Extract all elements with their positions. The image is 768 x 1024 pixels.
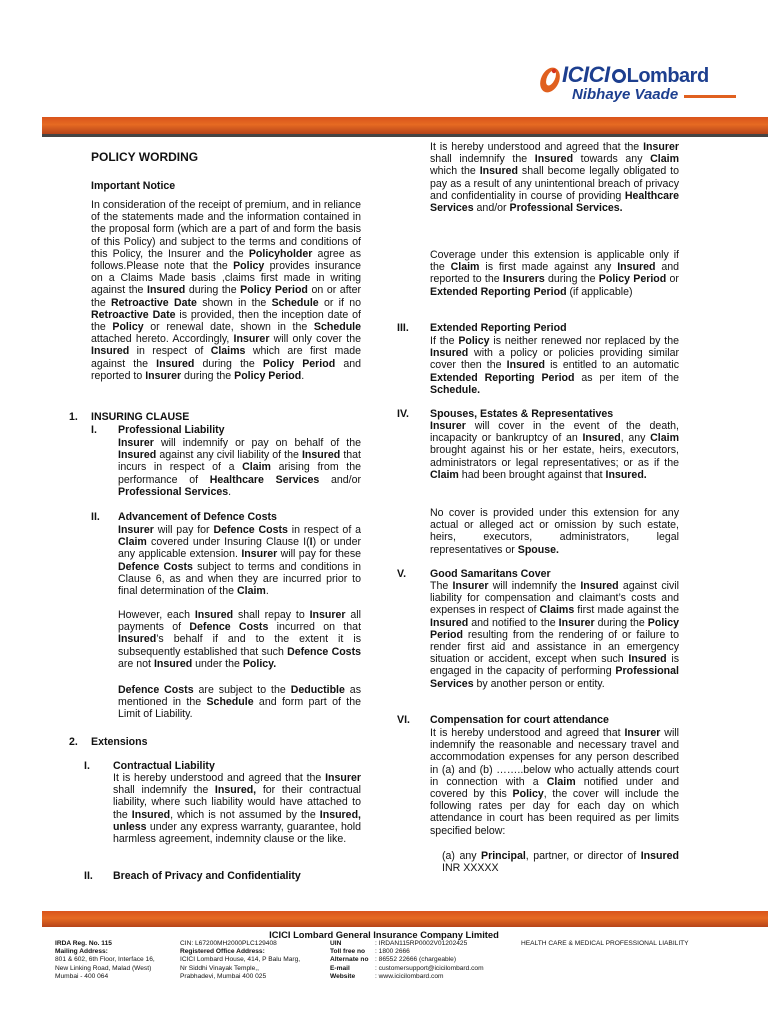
clause-1b-body-2: However, each Insured shall repay to Insurer all payments of Defence Costs incurred on that Insured’s behalf if and to the extent it is subsequently established that such Defence Costs are not Insured under the Policy. (118, 609, 362, 670)
logo-wordmark (562, 62, 709, 88)
clause-4-number: IV. (397, 408, 409, 420)
clause-3-number: III. (397, 322, 409, 334)
clause-1a-heading: Professional Liability (118, 424, 225, 436)
clause-1b-number: II. (91, 511, 100, 523)
clause-1a-body: Insurer will indemnify or pay on behalf of the Insured against any civil liability of the Insured that incurs in respect of a Claim arising from the performance of Healthcare Services and/or Professional Services. (118, 437, 361, 498)
logo-brand-b: Lombard (626, 65, 709, 87)
clause-1b-heading: Advancement of Defence Costs (118, 511, 277, 523)
irda-label: IRDA Reg. No. 115 (55, 940, 112, 947)
section-1-heading: INSURING CLAUSE (91, 411, 190, 423)
website-label: Website (330, 972, 356, 980)
clause-1a-number: I. (91, 424, 97, 436)
reg-line-2: Nr Siddhi Vinayak Temple,, (180, 964, 259, 972)
alternate-label: Alternate no (330, 956, 369, 964)
clause-4-body: Insurer will cover in the event of the death, incapacity or bankruptcy of an Insured, any Claim brought against his or her estate, heirs, executors, administrators or legal representatives; or as if the Claim had been brought against that Insured. (430, 420, 679, 481)
section-2-heading: Extensions (91, 736, 148, 748)
reg-line-1: ICICI Lombard House, 414, P Balu Marg, (180, 956, 301, 964)
tollfree-label: Toll free no (330, 948, 366, 956)
footer-product: HEALTH CARE & MEDICAL PROFESSIONAL LIABILITY (521, 940, 689, 947)
footer-col-2 (180, 940, 325, 981)
footer-col-3-labels (330, 940, 375, 981)
header-band (42, 117, 768, 134)
alternate-value: : 86552 22666 (chargeable) (375, 956, 457, 964)
email-link[interactable]: : customersupport@icicilombard.com (375, 964, 484, 972)
privacy-coverage: Coverage under this extension is applicable only if the Claim is first made against any Insured and reported to the Insurers during the Policy Period or Extended Reporting Period (if applicable) (430, 249, 680, 298)
tollfree-value: : 1800 2666 (375, 948, 410, 956)
icici-lombard-logo (536, 62, 736, 108)
cin-number: CIN: L67200MH2000PLC129408 (180, 940, 277, 947)
mailing-label: Mailing Address: (55, 948, 108, 956)
clause-4-body-2: No cover is provided under this extension for any actual or alleged act or omission by such estate, heirs, executors, administrators, legal representatives or Spouse. (430, 507, 679, 556)
section-2-number: 2. (69, 736, 78, 748)
clause-2b-number: II. (84, 870, 93, 882)
logo-tagline: Nibhaye Vaade (572, 86, 679, 103)
footer-col-3-values (375, 940, 515, 981)
clause-4-heading: Spouses, Estates & Representatives (430, 408, 614, 420)
clause-5-heading: Good Samaritans Cover (430, 568, 551, 580)
website-link[interactable]: : www.icicilombard.com (375, 972, 444, 980)
mailing-line-3: Mumbai - 400 064 (55, 972, 109, 980)
footer-company: ICICI Lombard General Insurance Company Limited (269, 929, 499, 940)
clause-6-heading: Compensation for court attendance (430, 714, 609, 726)
clause-6-number: VI. (397, 714, 410, 726)
uin-value: : IRDAN115RP0002V01202425 (375, 940, 468, 947)
clause-5-number: V. (397, 568, 407, 580)
mailing-line-1: 801 & 602, 6th Floor, Interface 16, (55, 956, 155, 964)
clause-2a-number: I. (84, 760, 90, 772)
header-rule (42, 134, 768, 137)
clause-6-body: It is hereby understood and agreed that Insurer will indemnify the reasonable and necessary travel and accommodation expenses for any person described in (a) and (b) ……..below who actually attends court in connection with a Claim notified under and covered by this Policy, the cover will include the following rates per day for each day on which attendance in court has been required as per limits specified below: (430, 727, 680, 837)
clause-3-heading: Extended Reporting Period (430, 322, 567, 334)
logo-underline (684, 95, 736, 98)
uin-label: UIN (330, 940, 342, 947)
clause-2a-heading: Contractual Liability (113, 760, 215, 772)
clause-6a-body: (a) any Principal, partner, or director of Insured INR XXXXX (442, 850, 679, 875)
page-title: POLICY WORDING (91, 150, 199, 164)
notice-heading: Important Notice (91, 180, 176, 192)
email-label: E-mail (330, 964, 350, 972)
notice-body: In consideration of the receipt of premium, and in reliance of the statements made and the information contained in the proposal form (which are a part of and form the basis of this Policy) and subject to the terms and conditions of this Policy, the Insurer and the Policyholder agree as follows.Please note that the Policy provides insurance on a Claims Made basis ,claims first made in writing against the Insured during the Policy Period on or after the Retroactive Date shown in the Schedule or if no Retroactive Date is provided, then the inception date of the Policy or renewal date, shown in the Schedule attached hereto. Accordingly, Insurer will only cover the Insured in respect of Claims which are first made against the Insured during the Policy Period and reported to Insurer during the Policy Period. (91, 199, 362, 382)
privacy-body: It is hereby understood and agreed that the Insurer shall indemnify the Insured towards any Claim which the Insured shall become legally obligated to pay as a result of any unintentional breach of privacy and confidentiality in course of providing Healthcare Services and/or Professional Services. (430, 141, 680, 215)
clause-2b-heading: Breach of Privacy and Confidentiality (113, 870, 301, 882)
reg-line-3: Prabhadevi, Mumbai 400 025 (180, 972, 267, 980)
logo-brand-a: ICICI (562, 62, 610, 87)
clause-5-body: The Insurer will indemnify the Insured against civil liability for compensation and claimant’s costs and expenses in respect of Claims first made against the Insured and notified to the Insurer during the Policy Period resulting from the rendering of or failure to render first aid and assistance in an emergency situation or accident, except when such Insured is engaged in the capacity of performing Professional Services by another person or entity. (430, 580, 680, 690)
reg-office-label: Registered Office Address: (180, 948, 265, 956)
clause-1b-body: Insurer will pay for Defence Costs in respect of a Claim covered under Insuring Clause I(I) or under any applicable extension. Insurer will pay for these Defence Costs subject to terms and conditions in Clause 6, as and when they are incurred prior to final determination of the Claim. (118, 524, 362, 598)
section-1-number: 1. (69, 411, 78, 423)
mailing-line-2: New Linking Road, Malad (West) (55, 964, 152, 972)
clause-1b-body-3: Defence Costs are subject to the Deductible as mentioned in the Schedule and form part of the Limit of Liability. (118, 684, 362, 721)
logo-ring-icon (612, 69, 626, 83)
footer-col-1 (55, 940, 180, 981)
footer-band (42, 911, 768, 927)
clause-3-body: If the Policy is neither renewed nor replaced by the Insured with a policy or policies providing similar cover then the Insured is entitled to an automatic Extended Reporting Period as per item of the Schedule. (430, 335, 679, 396)
clause-2a-body: It is hereby understood and agreed that the Insurer shall indemnify the Insured, for their contractual liability, where such liability would have attached to the Insured, which is not assumed by the Insured, unless under any express warranty, guarantee, hold harmless agreement, indemnity clause or the like. (113, 772, 361, 846)
